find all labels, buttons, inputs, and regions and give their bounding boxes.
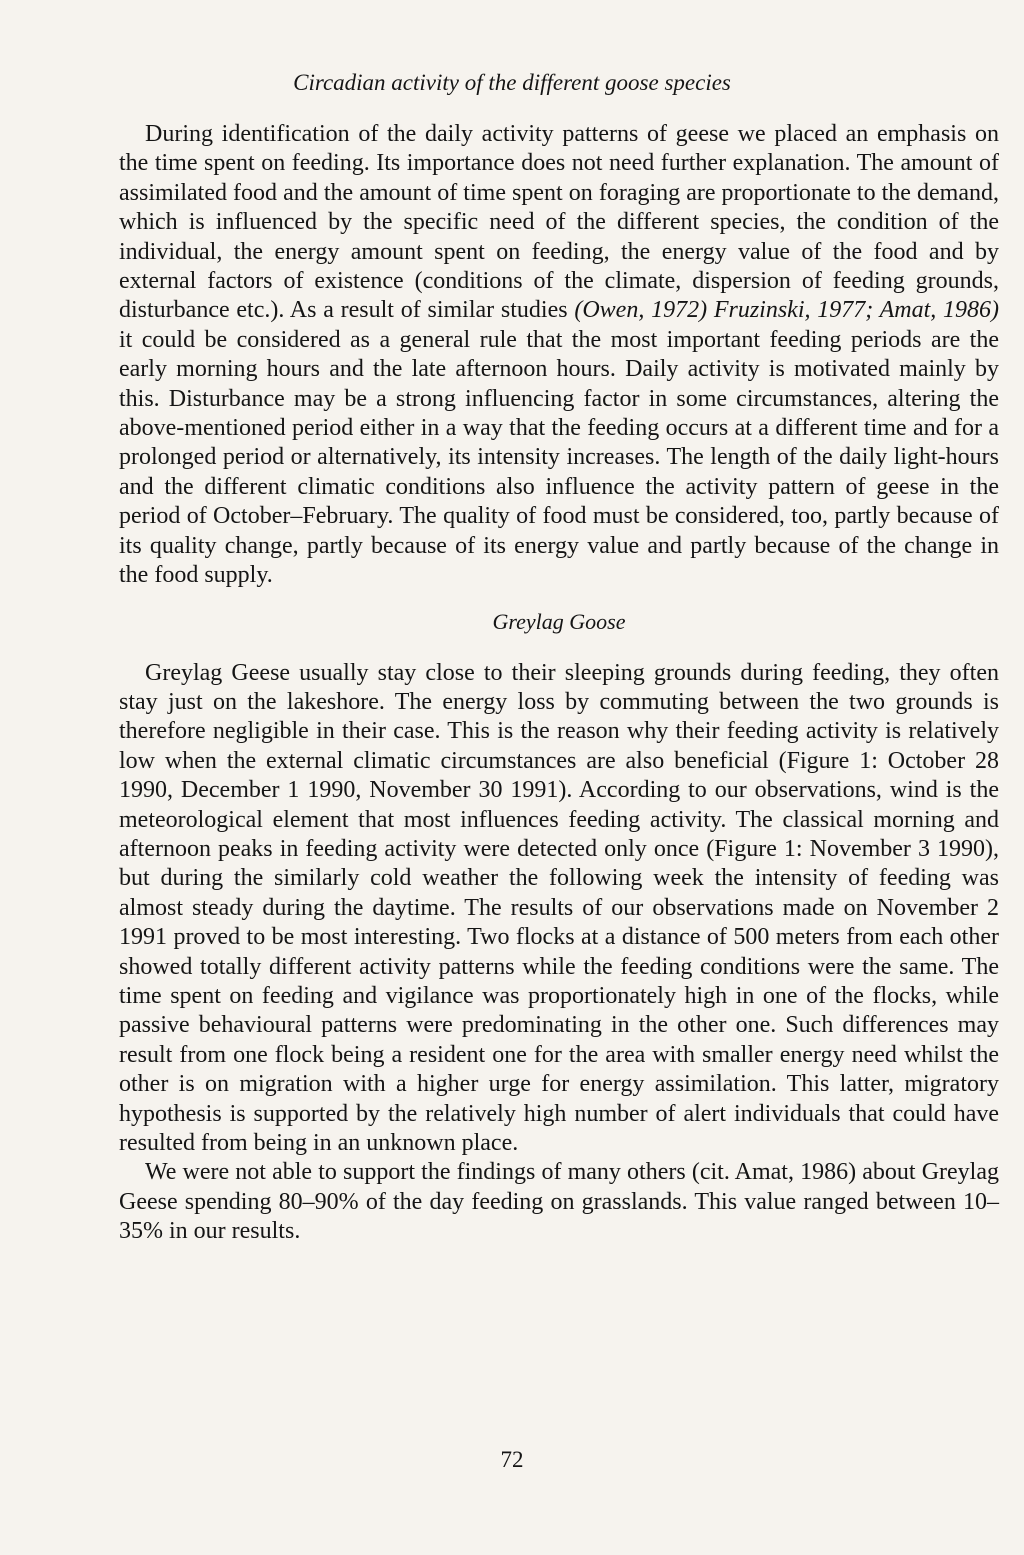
paragraph-text: it could be considered as a general rule that the most important feeding periods are the early morning hours and the late afternoon hours. Daily activity is motivated mainly by this. Disturbance may be a strong influencing factor in some circumstances, altering the above-mentioned period either in a way that the feeding occurs at a different time and for a prolonged period or alternatively, its intensity increases. The length of the daily light-hours and the different climatic conditions also influence the activity pattern of geese in the period of October–February. The quality of food must be considered, too, partly because of its quality change, partly because of its energy value and partly because of the change in the food supply. — [119, 326, 999, 589]
citation-references: (Owen, 1972) Fruzinski, 1977; Amat, 1986) — [574, 297, 999, 324]
paragraph-greylag-activity: Greylag Geese usually stay close to their sleeping grounds during feeding, they often stay just on the lakeshore. The energy loss by commuting between the two grounds is therefore negligible in their case. This is the reason why their feeding activity is relatively low when the external climatic circumstances are also beneficial (Figure 1: October 28 1990, December 1 1990, November 30 1991). According to our observations, wind is the meteorological element that most influences feeding activity. The classical morning and afternoon peaks in feeding activity were detected only once (Figure 1: November 3 1990), but during the similarly cold weather the following week the intensity of feeding was almost steady during the daytime. The results of our observations made on November 2 1991 proved to be most interesting. Two flocks at a distance of 500 meters from each other showed totally different activity patterns while the feeding conditions were the same. The time spent on feeding and vigilance was proportionately high in one of the flocks, while passive behavioural patterns were predominating in the other one. Such differences may result from one flock being a resident one for the area with smaller energy need whilst the other is on migration with a higher urge for energy assimilation. This latter, migratory hypothesis is supported by the relatively high number of alert individuals that could have resulted from being in an unknown place. — [119, 659, 999, 1156]
paragraph-text: During identification of the daily activity patterns of geese we placed an emphasis on the time spent on feeding. Its importance does not need further explanation. The amount of assimilated food and the amount of time spent on foraging are proportionate to the demand, which is influenced by the specific need of the different species, the condition of the individual, the energy amount spent on feeding, the energy value of the food and by external factors of existence (conditions of the climate, dispersion of feeding grounds, disturbance etc.). As a result of similar studies — [119, 121, 999, 324]
paragraph-feeding-intro — [119, 120, 999, 591]
body-text — [119, 120, 999, 1247]
running-header: Circadian activity of the different goose species — [293, 70, 731, 95]
paragraph-greylag-findings: We were not able to support the findings of many others (cit. Amat, 1986) about Greylag Geese spending 80–90% of the day feeding on grasslands. This value ranged between 10–35% in our results. — [119, 1159, 999, 1245]
page-number: 72 — [500, 1447, 524, 1472]
section-heading: Greylag Goose — [492, 608, 626, 634]
